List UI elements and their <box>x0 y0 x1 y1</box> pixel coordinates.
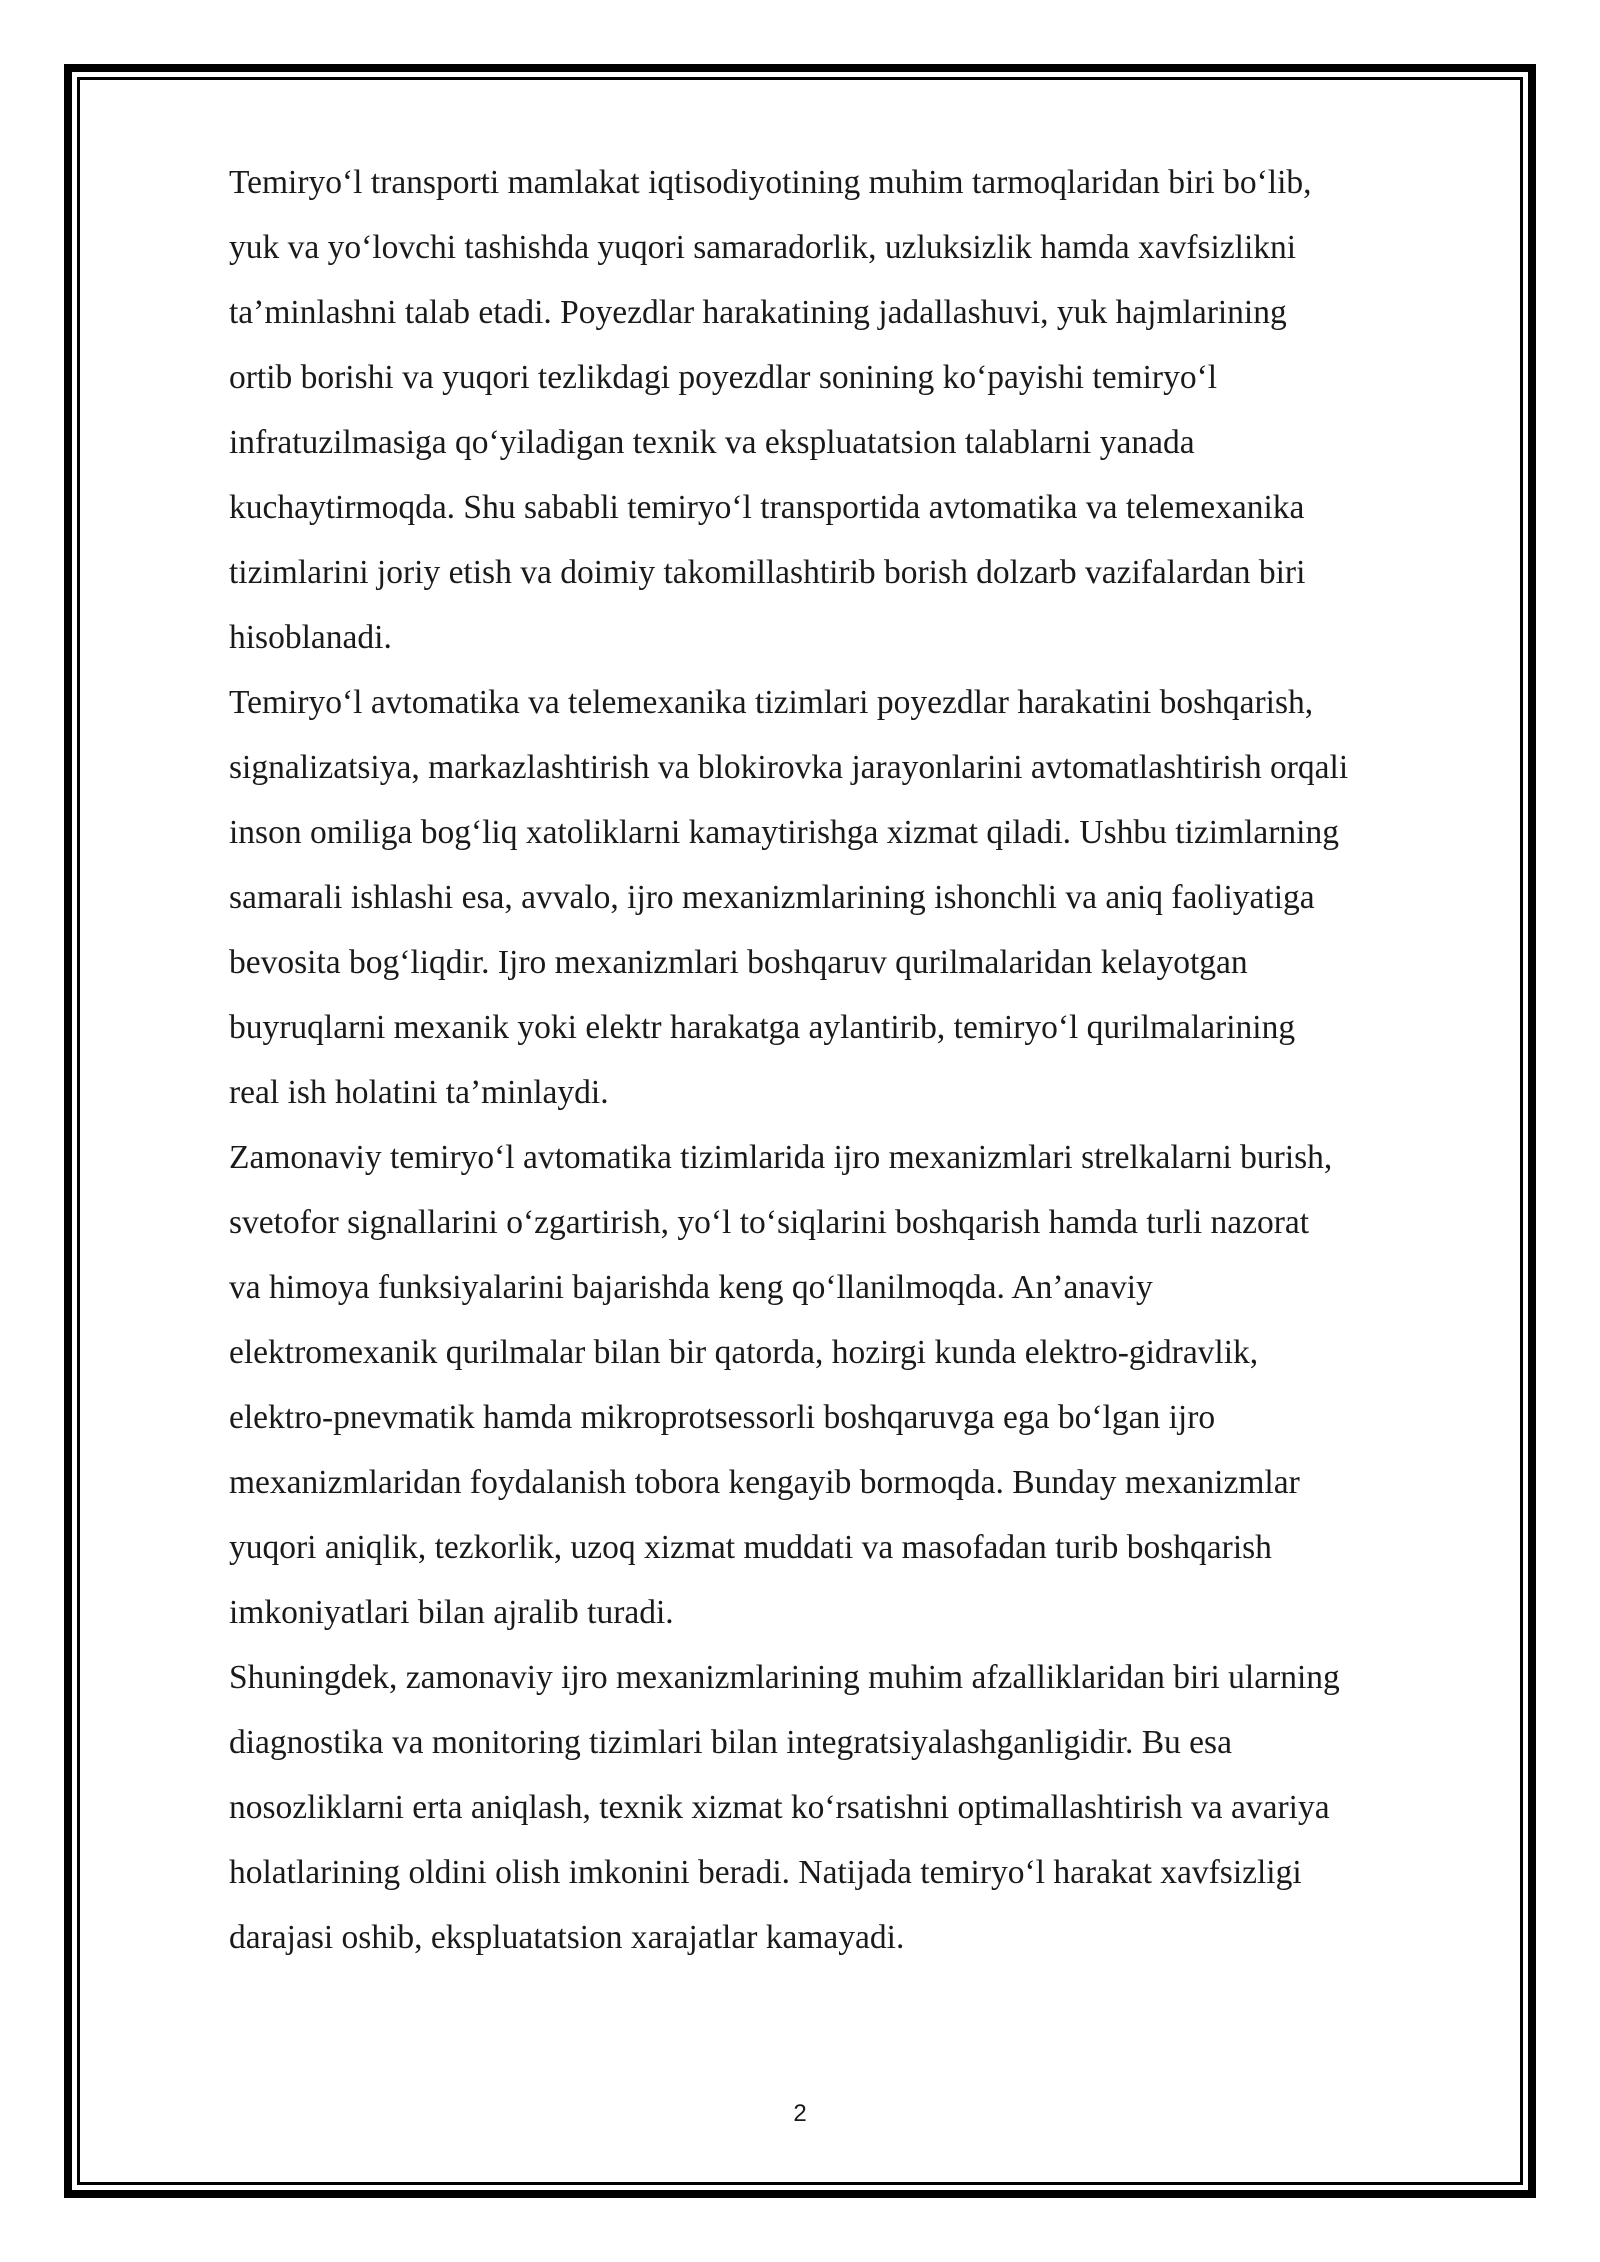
text-line: buyruqlarni mexanik yoki elektr harakatga aylantirib, temiryoʻl qurilmalarining <box>229 1009 1296 1046</box>
text-line: yuqori aniqlik, tezkorlik, uzoq xizmat muddati va masofadan turib boshqarish <box>229 1529 1272 1566</box>
text-line: mexanizmlaridan foydalanish tobora kengayib bormoqda. Bunday mexanizmlar <box>229 1464 1300 1501</box>
page-number: 2 <box>793 2100 807 2127</box>
text-line: bevosita bogʻliqdir. Ijro mexanizmlari boshqaruv qurilmalaridan kelayotgan <box>229 944 1248 981</box>
text-line: hisoblanadi. <box>229 619 392 656</box>
text-line: tizimlarini joriy etish va doimiy takomillashtirib borish dolzarb vazifalardan biri <box>229 554 1306 591</box>
text-line: Temiryoʻl transporti mamlakat iqtisodiyotining muhim tarmoqlaridan biri boʻlib, <box>229 164 1312 201</box>
paragraph-4 <box>229 1645 1499 1970</box>
text-line: inson omiliga bogʻliq xatoliklarni kamaytirishga xizmat qiladi. Ushbu tizimlarning <box>229 814 1339 851</box>
text-line: ortib borishi va yuqori tezlikdagi poyezdlar sonining koʻpayishi temiryoʻl <box>229 359 1218 396</box>
text-line: holatlarining oldini olish imkonini beradi. Natijada temiryoʻl harakat xavfsizligi <box>229 1854 1302 1891</box>
text-line: nosozliklarni erta aniqlash, texnik xizmat koʻrsatishni optimallashtirish va avariya <box>229 1789 1330 1826</box>
text-line: infratuzilmasiga qoʻyiladigan texnik va ekspluatatsion talablarni yanada <box>229 424 1195 461</box>
text-line: svetofor signallarini oʻzgartirish, yoʻl toʻsiqlarini boshqarish hamda turli nazorat <box>229 1204 1310 1241</box>
text-line: Zamonaviy temiryoʻl avtomatika tizimlarida ijro mexanizmlari strelkalarni burish, <box>229 1139 1333 1176</box>
paragraph-3 <box>229 1125 1499 1645</box>
text-line: imkoniyatlari bilan ajralib turadi. <box>229 1594 674 1631</box>
document-body <box>229 150 1499 1970</box>
text-line: samarali ishlashi esa, avvalo, ijro mexanizmlarining ishonchli va aniq faoliyatiga <box>229 879 1315 916</box>
paragraph-2 <box>229 670 1499 1125</box>
text-line: va himoya funksiyalarini bajarishda keng qoʻllanilmoqda. Anʼanaviy <box>229 1269 1153 1306</box>
paragraph-1 <box>229 150 1499 670</box>
text-line: yuk va yoʻlovchi tashishda yuqori samaradorlik, uzluksizlik hamda xavfsizlikni <box>229 229 1297 266</box>
text-line: signalizatsiya, markazlashtirish va blokirovka jarayonlarini avtomatlashtirish orqali <box>229 749 1349 786</box>
text-line: elektromexanik qurilmalar bilan bir qatorda, hozirgi kunda elektro-gidravlik, <box>229 1334 1259 1371</box>
text-line: Shuningdek, zamonaviy ijro mexanizmlarining muhim afzalliklaridan biri ularning <box>229 1659 1340 1696</box>
text-line: kuchaytirmoqda. Shu sababli temiryoʻl transportida avtomatika va telemexanika <box>229 489 1305 526</box>
text-line: Temiryoʻl avtomatika va telemexanika tizimlari poyezdlar harakatini boshqarish, <box>229 684 1314 721</box>
text-line: diagnostika va monitoring tizimlari bilan integratsiyalashganligidir. Bu esa <box>229 1724 1232 1761</box>
text-line: taʼminlashni talab etadi. Poyezdlar harakatining jadallashuvi, yuk hajmlarining <box>229 294 1287 331</box>
text-line: real ish holatini taʼminlaydi. <box>229 1074 609 1111</box>
text-line: elektro-pnevmatik hamda mikroprotsessorli boshqaruvga ega boʻlgan ijro <box>229 1399 1216 1436</box>
text-line: darajasi oshib, ekspluatatsion xarajatlar kamayadi. <box>229 1919 905 1956</box>
